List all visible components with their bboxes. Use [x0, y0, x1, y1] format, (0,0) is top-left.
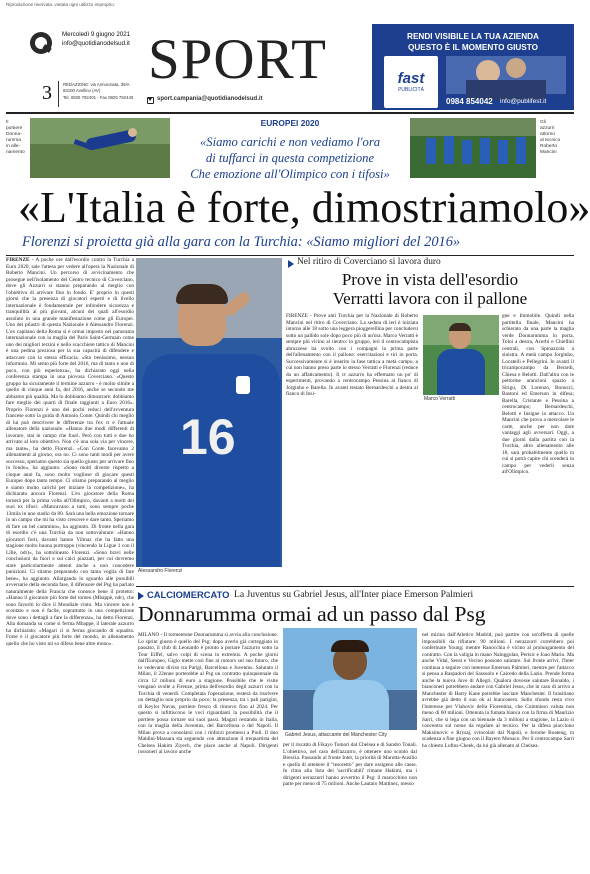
article2-kicker: Nel ritiro di Coverciano si lavora duro — [297, 257, 441, 267]
left-caption — [6, 120, 28, 172]
quote-line: di tuffarci in questa competizione — [205, 151, 375, 165]
ad-brand: fast — [397, 70, 425, 87]
redazione-line: Tel. 0825 792401 - Fax 0825 792440 — [63, 94, 134, 100]
redazione-line: 83100 Avellino (AV) — [63, 88, 101, 94]
photo-caption-jesus: Gabriel Jesus, attaccante del Manchester City — [285, 732, 387, 738]
calciomercato-kicker: La Juventus su Gabriel Jesus, all'Inter piace Emerson Palmieri — [234, 589, 474, 600]
section-kicker: EUROPEI 2020 — [260, 118, 320, 128]
caption-line: Mancini — [540, 150, 557, 155]
caption-line: namento — [6, 150, 25, 155]
ad-brand-sub: PUBLICITÀ — [398, 87, 424, 93]
photo-azzurri-training — [410, 118, 536, 178]
arrow-icon — [288, 260, 294, 268]
caption-line: portiere — [6, 126, 23, 131]
pull-quote — [172, 134, 408, 182]
headline-rule — [6, 255, 574, 256]
copyright-line: Riproduzione riservata, vietata ogni utilizzo improprio. — [6, 2, 116, 7]
article2-col1: FIRENZE - Prove anti Turchia per la Nazionale di Roberto Mancini nel ritiro di Coverciano. La seduta di ieri è iniziata intorno alle 18 sotto una leggera pioggerellina per concludersi sotto un pallido sole dopo poco più di un'ora. Marco Verratti è sempre più vicino al rientro: in gruppo, ieri il centrocampista abruzzese ha svolto con i compagni la prima parte dell'allenamento con il pallone: esercitazioni e tiri in porta. Successivamente si è inserito la fase tattica a metà campo, a cui non hanno preso parte lo stesso Verratti e Florenzi (reduce da un affaticamento). Il ct azzurro ha effettuato un po' di esperimenti, provando a centrocampo Pessina al fianco di Jorginho e Barella. In avanti testato Bernardeschi a destra al fianco di Insi- — [286, 313, 418, 397]
masthead-email: info@quotidianodelsud.it — [62, 40, 130, 47]
calciomercato-col2: per il riscatto di Fikayo Tomori dal Chelsea e di Sandro Tonali. L'obiettivo, nel caso dell'azzurro, è ottenere uno sconto dal Brescia. Passando al fronte Inter, la priorità di Marotta-Ausilio e quella di ottenere il "tesoretto" per dare ossigeno alle casse. In cima alla lista dei 'sacrificabili' rimane Hakimi, ma i dirigenti nerazzurri hanno avvertito il Psg: il marocchino non parte per meno di 75 milioni. Anche Lautaro Martinez, messo — [283, 742, 417, 787]
ad-photo — [446, 56, 566, 94]
photo-gabriel-jesus — [283, 628, 417, 730]
page-number: 3 — [42, 82, 52, 104]
caption-line: Roberto — [540, 144, 558, 149]
main-headline: «L'Italia è forte, dimostriamolo» — [18, 183, 590, 232]
caption-line: rumma — [6, 138, 21, 143]
calciomercato-rule — [136, 586, 574, 587]
ad-line2: QUESTO È IL MOMENTO GIUSTO — [408, 43, 538, 52]
ad-email[interactable]: info@publifest.it — [500, 98, 547, 105]
sub-headline: Florenzi si proietta già alla gara con la Turchia: «Siamo migliori del 2016» — [22, 234, 461, 250]
mail-icon — [147, 97, 154, 104]
calciomercato-col1: MILANO - Il tormentone Donnarumma si avvia alla conclusione. Lo sprint giusto è quello del Psg: dopo averlo già corteggiato in passato, il club di Leonardo è pronto a portare l'azzurro sotto la Tour Eiffel, salvo colpi di scena in extremis. A poche giorni dall'Europeo, Gigio mette così fine ai rumors sul suo futuro, che lo vedevano diviso tra Parigi, Barcellona e Juventus. Salutato il Milan, il 22enne porterebbe al Psg un contratto quinquennale da circa 12 milioni di euro a stagione. Possibile che le visite vengano svolte a Firenze, prima dell'esordio degli azzurri con la Turchia di venerdì. Completata l'operazione, resterà da risolvere un dettaglio non proprio da poco: la presenza, tra i pali parigini, di Keylor Navas, portiere fresco di rinnovo fino al 2024. Per questo si infittiscono le voci riguardanti la possibilità che il portiere possa tornare sui suoi passi. Magari restando in Italia, con la maglia della Juventus, del Barcellona o del Napoli. Il Milan prova a consolarsi con i rinforzi promessi a Pioli. Il duo Maldini-Massara sta seguendo con attenzione il trequartista del Chelsea Hakim Ziyech, che piace anche al Napoli. Dirigenti rossoneri al lavoro anche — [138, 632, 278, 755]
photo-caption-verratti: Marco Verratti — [424, 396, 456, 402]
article2-col2-bottom — [423, 404, 574, 584]
right-caption — [540, 120, 576, 176]
ad-phone[interactable]: 0984 854042 — [446, 97, 493, 106]
calciomercato-col3: nel mirino dall'Atletico Madrid, può partire con un'offerta di quelle impossibili da rifiutare: 90 milioni. I nerazzurri correbbero poi confermare Young; mentre Ranocchia è vicino al prolungamento del contratto. Con la valigia in mano Nainggolan, Perisic e Joao Mario. Ma anche Vidal, Sensi e Vecino possono salutare. Sul fronte arrivi, l'Inter continua a seguire con interesse Emerson Palmieri, mentre per l'attacco si pensa a Raspadori del Sassuolo e Caicedo della Lazio. Prende forma anche la nuova Juve di Allegri. Qualora dovesse salutare Ronaldo, i bianconeri potrebbero andare con Gabriel Jesus, che in caso di arrivo a Manchester di Harry Kane potrebbe lasciare Manchester. Il brasiliano avrebbe già detto il suo ok al bianconero. Sullo sfondo resta vivo l'interesse per Vlahovic della Fiorentina, che Commisso valuta non meno di 60 milioni. Ottenuta la fumata bianca con la firma di Maurizio Sarri, che si lega con un biennale da 3 milioni a stagione, la Lazio si concentra sul nome da regalare al tecnico. Per la difesa piacciono Maksimovic e Rrysaj, svincolati dal Napoli, e Jerome Boateng, in scadenza a fine giugno con il Bayern Monaco. Per il centrocampo Sarri ha chiesto Loftus-Cheek, da lui già allenato al Chelsea. — [422, 632, 574, 749]
calciomercato-title: Donnarumma ormai ad un passo dal Psg — [138, 602, 486, 626]
article2-title — [284, 270, 576, 308]
masthead-divider — [58, 81, 59, 107]
photo-donnarumma-training — [30, 118, 170, 178]
masthead-date: Mercoledì 9 giugno 2021 — [62, 31, 131, 38]
article2-col2-top — [502, 313, 574, 475]
masthead-rule — [6, 112, 574, 114]
logo-q-icon — [30, 32, 52, 54]
quote-line: «Siamo carichi e non vediamo l'ora — [199, 135, 381, 149]
section-title: SPORT — [148, 28, 327, 91]
title-line: Verratti lavora con il pallone — [332, 289, 528, 308]
redazione-block — [63, 82, 133, 101]
redazione-line: REDAZIONE: via Annunziata, 39/A — [63, 82, 130, 87]
article-dateline: FIRENZE — [6, 257, 30, 263]
article-florenzi-text — [6, 257, 134, 793]
ad-box[interactable] — [372, 24, 574, 110]
caption-line: azzurri — [540, 126, 555, 131]
ad-line1: RENDI VISIBILE LA TUA AZIENDA — [407, 32, 539, 41]
photo-verratti — [423, 315, 499, 395]
photo-caption-florenzi: Alessandro Florenzi — [138, 568, 183, 574]
photo-florenzi: 16 — [136, 258, 282, 567]
caption-line: al tecnico — [540, 138, 561, 143]
article-body: - A poche ore dall'esordio contro la Turchia a Euro 2020, sale l'attesa per vedere all'opera la Nazionale di Roberto Mancini. Un percorso di avvicinamento che prosegue nell'isolamento del Centro tecnico di Coverciano, dove gli Azzurri si stanno preparando al meglio con l'obiettivo di arrivare fino in fondo. E' proprio in questi giorni che la presenza di giocatori esperti e di livello internazionale è fondamentale per infondere sicurezza e tranquillità ai più giovani, alcuni dei quali all'esordio assoluto in una grande manifestazione come gli Europei. Uno dei pilastri di questa Nazionale è Alessandro Florenzi. L'ex capitano della Roma si è ormai imposto nel panorama internazionale con la maglia del Paris Saint-Germain come uno dei migliori terzini e nello scacchiere tattico di Mancini è una pedina preziosa per la sua capacità di difendere e attaccare con la stessa efficacia. «Sto benissimo, nessun infortunio. Mi sento più forte del 2016, ma di tanto e non di poco, con più esperienza», ha dichiarato oggi nella conferenza stampa in una piovosa Coverciano. «Questo gruppo ha sicuramente il termine azzurro - è molto simile a quello di cinque anni fa, del 2016, anche se secondo me abbiamo più qualità. Ma lo dobbiamo dimostrare: dobbiamo fare meglio dei quarti di finale raggiunti a Euro 2016». Proprio Florenzi è uno dei pochi reduci dell'avventura francese sotto la guida di Antonio Conte. Quindi chi meglio di lui può descrivere le differenze tra l'ex ct e l'attuale allenatore della nazionale. «Hanno due modi differenti di lavorare, stai in campo che fuori. Però con tutti e due ho arrivato al loro obiettivo. Non c'è una sola via per vincere, ma tante», ha detto Florenzi. «Con Conte facevamo 2 allenamenti al giorno, ora no. Ci sono tanti modi per avere successo, speriamo questo sia quello giusto per arrivare fino in fondo», ha aggiunto. «Sono molti diverse rispetto a cinque anni fa, sono molto vogliose di giocare questi Europei dopo tanto tempo. Ci stiamo preparando al meglio e siamo molto carichi per iniziare la competizione», ha dichiarato ancora Florenzi. L'ex giocatore della Roma tornerà per la prima volta all'Olimpico, davanti a molti dei suoi ex tifosi: «Mancavano a tutti, sono sempre poche 13mila in uno stadio da 80. Sarà una bella emozione tornare in un campo che mi ha visto crescere e dare tanto. Speriamo di fare un bel cammino», ha aggiunto. Di fronte nella gara di esordio c'è una Turchia da non sottovalutare: «Hanno giocatori forti, davanti hanno Yilmaz che ha fatto una stagione molto buona purtroppo (vincendo la Ligue 1 con il Lille, ndr)», ha sottolineato Florenzi. «Sono bravi nelle conclusioni da fuori e sui calci piazzati, per cui dovremo stare particolarmente attenti anche a non concedere punizioni. Ci stiamo preparando con tanta voglia di fare bene», ha aggiunto. Allargando lo sguardo alle possibili avversarie della seconda fase, il difensore del Psg ha parlato naturalmente della Francia che conosce bene il protetto: «Hanno il giocatore più forte del torneo (Mbappè, ndr), che sono favoriti lo dice il Mondiale vinto. Ma vincere non è scontato e non è facile, soprattutto in una competizione dove sono i dettagli a fare la differenza», ha detto Florenzi. Alla domanda su come si ferma Mbappè, il laterale azzurro ha dichiarato: «Magari ci si ferma giocando di squadra. Forse è il giocatore più forte del mondo, in allenamento quello che ho visto mi so difeso bene altre mono». — [6, 257, 134, 647]
article2-col2-text: gne e Immobile. Quindi nella partitella finale, Mancini ha schierato da una parte la maglia verde Donnarumma in porta, Toloi a destra, Acerbi e Chiellini centrali, con Spinazzola a sinistra. A metà campo Jorginho, Locatelli e Pellegrini. In avanti il tricampocampo da Berardi, Chiesa e Belotti. Dall'altra con le pettorine arancioni spazio a Sirigu, Di Lorenzo, Bonucci, Bastoni ed Emerson in difesa; Barella, Cristante e Pessina a centrocampo; Bernardeschi, Belotti e Insigne in attacco. Un Mancini che prova a mescolare le carte, anche per non dare vantaggi agli avversari. Oggi, a due giorni dalla partita con la Turchia, altro allenamento alle 18, sarà probabilmente quello in cui si potrà capire chi scenderà in campo per vederli senza all'Olimpico. — [502, 313, 574, 475]
title-line: Prove in vista dell'esordio — [341, 270, 519, 289]
ad-logo — [384, 56, 438, 108]
caption-line: Gli — [540, 120, 546, 125]
calciomercato-tag: CALCIOMERCATO — [147, 589, 230, 600]
caption-line: attorno — [540, 132, 555, 137]
caption-line: Donna- — [6, 132, 22, 137]
caption-line: in alle- — [6, 144, 21, 149]
section-email: sport.campania@quotidianodelsud.it — [157, 96, 263, 102]
caption-line: Il — [6, 120, 9, 125]
arrow-icon — [138, 592, 144, 600]
quote-line: Che emozione all'Olimpico con i tifosi» — [190, 167, 390, 181]
